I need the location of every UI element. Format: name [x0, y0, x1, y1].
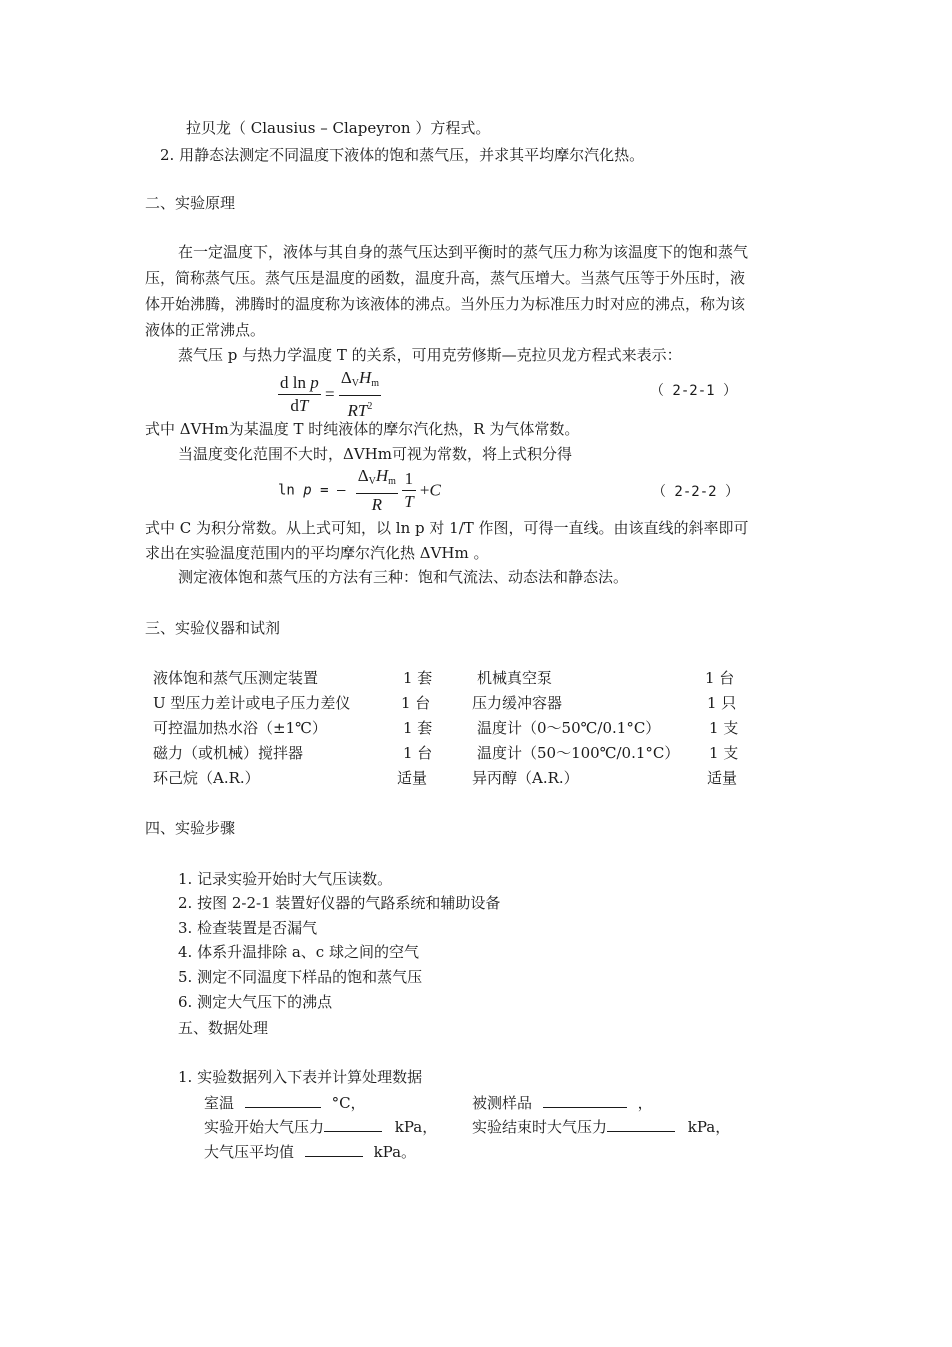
equation-2-2-1: $\frac{\text{d ln p}}{dT}$ = $\frac{\Delta_VH_m}{RT^2}$	[280, 368, 380, 420]
section-2-para3: 当温度变化范围不大时，ΔVHm可视为常数，将上式积分得	[178, 445, 572, 463]
table-cell: 异丙醇（A.R.）	[472, 769, 579, 787]
start-pressure-field[interactable]	[324, 1117, 382, 1132]
section-4-heading: 四、实验步骤	[145, 819, 236, 837]
table-cell: 适量	[707, 769, 738, 787]
sample-label: 被测样品	[472, 1094, 533, 1112]
section-2-para4-line1: 式中 C 为积分常数。从上式可知，以 ln p 对 1/T 作图，可得一直线。由该直线的斜率即可	[145, 519, 749, 537]
intro-line-2: 2. 用静态法测定不同温度下液体的饱和蒸气压，并求其平均摩尔汽化热。	[160, 146, 645, 164]
table-cell: 可控温加热水浴（±1℃）	[153, 719, 327, 737]
section-2-heading: 二、实验原理	[145, 194, 236, 212]
section-2-para1-line2: 压，简称蒸气压。蒸气压是温度的函数，温度升高，蒸气压增大。当蒸气压等于外压时，液	[145, 269, 746, 287]
section-2-para5: 测定液体饱和蒸气压的方法有三种：饱和气流法、动态法和静态法。	[178, 568, 629, 586]
table-cell: U 型压力差计或电子压力差仪	[153, 694, 351, 712]
end-pressure-row	[472, 1117, 730, 1137]
table-cell: 1 台	[401, 694, 431, 712]
start-pressure-label: 实验开始大气压力	[204, 1118, 325, 1136]
equation-1-note: 式中 ΔVHm为某温度 T 时纯液体的摩尔汽化热，R 为气体常数。	[145, 420, 580, 438]
section-5-heading: 五、数据处理	[178, 1019, 269, 1037]
table-cell: 1 套	[403, 719, 433, 737]
section-3-heading: 三、实验仪器和试剂	[145, 619, 281, 637]
table-cell: 适量	[397, 769, 428, 787]
step-item: 1. 记录实验开始时大气压读数。	[178, 870, 393, 888]
start-pressure-row	[204, 1117, 437, 1137]
section-2-para4-line2: 求出在实验温度范围内的平均摩尔汽化热 ΔVHm 。	[145, 544, 489, 562]
table-cell: 1 支	[709, 744, 739, 762]
table-cell: 1 套	[403, 669, 433, 687]
step-item: 5. 测定不同温度下样品的饱和蒸气压	[178, 968, 423, 986]
equation-2-2-2-number: （ 2-2-2 ）	[652, 484, 740, 500]
table-cell: 1 台	[705, 669, 735, 687]
end-pressure-field[interactable]	[607, 1117, 675, 1132]
step-item: 4. 体系升温排除 a、c 球之间的空气	[178, 943, 419, 961]
end-pressure-label: 实验结束时大气压力	[472, 1118, 608, 1136]
step-item: 3. 检查装置是否漏气	[178, 919, 318, 937]
intro-line-1: 拉贝龙（ Clausius – Clapeyron ）方程式。	[186, 119, 491, 137]
section-2-para1-line1: 在一定温度下，液体与其自身的蒸气压达到平衡时的蒸气压力称为该温度下的饱和蒸气	[178, 243, 749, 261]
room-temperature-field[interactable]	[245, 1093, 321, 1108]
equation-2-2-2: ln p = – $\frac{\Delta_VH_m}{R}$ $\frac{1}{T}$ +C	[278, 466, 441, 514]
average-pressure-unit: kPa。	[373, 1143, 417, 1161]
table-cell: 温度计（0～50℃/0.1°C）	[477, 719, 661, 737]
table-cell: 1 台	[403, 744, 433, 762]
sample-field[interactable]	[543, 1093, 627, 1108]
section-2-para1-line3: 体开始沸腾，沸腾时的温度称为该液体的沸点。当外压力为标准压力时对应的沸点，称为该	[145, 295, 746, 313]
sample-row	[472, 1093, 653, 1113]
table-cell: 液体饱和蒸气压测定装置	[153, 669, 319, 687]
table-cell: 环己烷（A.R.）	[153, 769, 260, 787]
average-pressure-label: 大气压平均值	[204, 1143, 295, 1161]
equation-2-2-1-number: （ 2-2-1 ）	[650, 383, 738, 399]
table-cell: 温度计（50～100℃/0.1°C）	[477, 744, 680, 762]
step-item: 2. 按图 2-2-1 装置好仪器的气路系统和辅助设备	[178, 894, 501, 912]
room-temperature-unit: °C，	[331, 1094, 366, 1112]
table-cell: 1 支	[709, 719, 739, 737]
section-2-para2: 蒸气压 p 与热力学温度 T 的关系，可用克劳修斯—克拉贝龙方程式来表示：	[178, 346, 682, 364]
sample-unit: ，	[637, 1094, 653, 1112]
room-temperature-row	[204, 1093, 366, 1113]
table-cell: 磁力（或机械）搅拌器	[153, 744, 304, 762]
average-pressure-field[interactable]	[305, 1142, 363, 1157]
average-pressure-row	[204, 1142, 416, 1162]
step-item: 6. 测定大气压下的沸点	[178, 993, 333, 1011]
table-cell: 机械真空泵	[477, 669, 553, 687]
table-cell: 压力缓冲容器	[472, 694, 563, 712]
start-pressure-unit: kPa，	[394, 1118, 438, 1136]
table-cell: 1 只	[707, 694, 737, 712]
end-pressure-unit: kPa，	[687, 1118, 731, 1136]
room-temperature-label: 室温	[204, 1094, 235, 1112]
section-2-para1-line4: 液体的正常沸点。	[145, 321, 266, 339]
data-item-1: 1. 实验数据列入下表并计算处理数据	[178, 1068, 423, 1086]
